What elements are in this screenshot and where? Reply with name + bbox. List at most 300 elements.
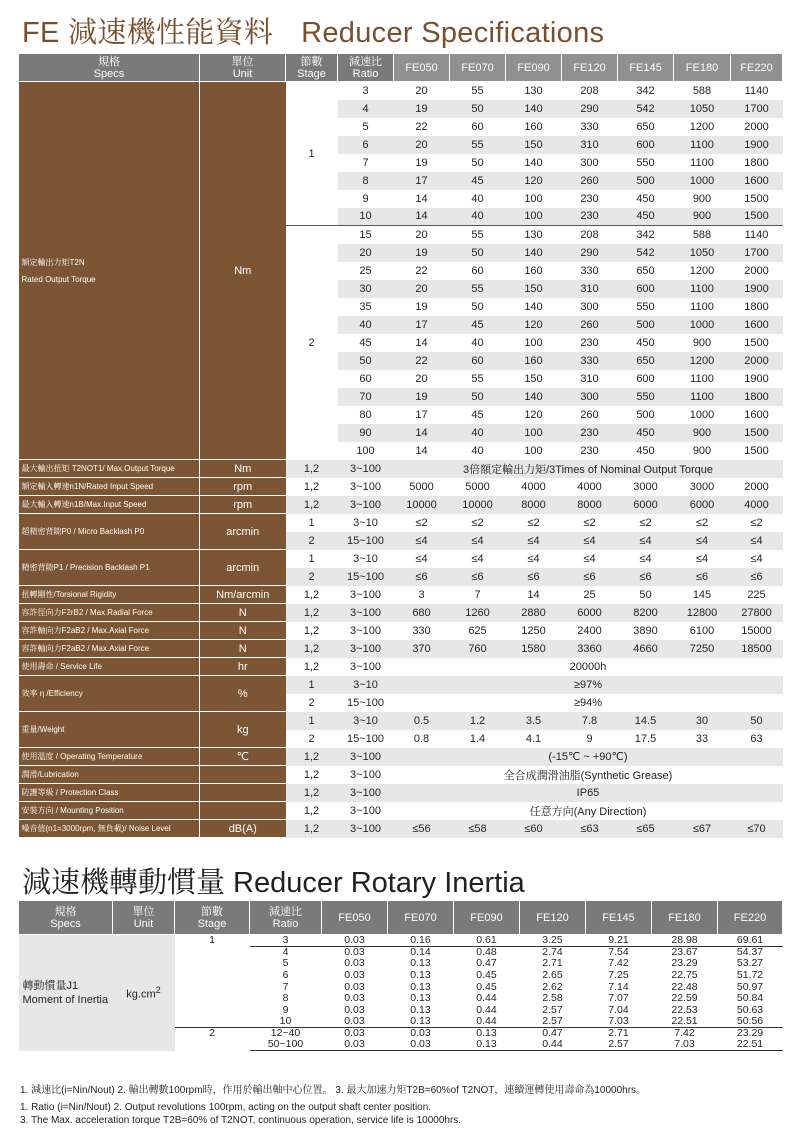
value-cell: ≤2 xyxy=(750,516,763,529)
value-cell: ≤4 xyxy=(618,532,674,550)
spec-unit xyxy=(200,802,286,820)
value-cell: 4.1 xyxy=(525,732,542,745)
value-cell: ≤6 xyxy=(506,568,562,586)
spec-label: 扭轉剛性/Torsional Rigidity xyxy=(19,586,200,604)
ratio-cell: 90 xyxy=(338,424,394,442)
spec-label: 使用溫度 / Operating Temperature xyxy=(19,748,200,766)
value-cell: 27800 xyxy=(731,604,783,622)
value-cell: 22.51 xyxy=(718,1039,783,1051)
torque-label-cn: 額定輸出力矩T2N xyxy=(21,257,85,267)
stage-cell: 2 xyxy=(308,696,315,709)
value-cell: 60 xyxy=(450,352,506,370)
value-cell: 0.03 xyxy=(388,1028,454,1040)
value-cell: 18500 xyxy=(731,640,783,658)
spec-unit: kg xyxy=(200,712,286,748)
value-cell: 542 xyxy=(618,244,674,262)
value-cell: 160 xyxy=(524,264,543,277)
table-row xyxy=(19,766,783,784)
value-cell: 1200 xyxy=(689,264,715,277)
value-cell: 7.03 xyxy=(608,1016,629,1028)
value-cell: 2.58 xyxy=(542,992,563,1005)
value-cell: 50.84 xyxy=(736,992,764,1005)
value-cell: 1500 xyxy=(744,192,769,205)
value-cell: ≤6 xyxy=(394,568,450,586)
value-cell: 100 xyxy=(506,424,562,442)
model-header: FE070 xyxy=(450,54,506,82)
value-cell: ≤4 xyxy=(562,532,618,550)
value-cell: 0.44 xyxy=(476,1016,497,1028)
ratio-cell: 6 xyxy=(338,136,394,154)
value-cell: ≤4 xyxy=(639,552,652,565)
value-cell: 14 xyxy=(415,336,428,349)
spec-label: 使用壽命 / Service Life xyxy=(19,658,200,676)
value-cell: 600 xyxy=(636,372,655,385)
stage-cell: 1 xyxy=(175,935,250,1028)
spec-unit: arcmin xyxy=(200,514,286,550)
model-header: FE220 xyxy=(718,901,783,935)
stage-cell: 1,2 xyxy=(286,604,338,622)
value-cell: 0.48 xyxy=(476,946,497,959)
span-value: 20000h xyxy=(569,660,607,673)
value-cell: 450 xyxy=(636,444,655,457)
value-cell: 23.67 xyxy=(671,946,698,959)
value-cell: 2.57 xyxy=(542,1016,563,1028)
ratio-cell: 3~100 xyxy=(338,604,394,622)
value-cell: 120 xyxy=(524,408,543,421)
value-cell: 1000 xyxy=(674,172,731,190)
value-cell: 900 xyxy=(692,192,712,205)
value-cell: ≤4 xyxy=(750,552,763,565)
value-cell: 50 xyxy=(450,100,506,118)
value-cell: 260 xyxy=(562,316,618,334)
model-header: FE180 xyxy=(652,901,718,935)
value-cell: 600 xyxy=(618,280,674,298)
value-cell: 0.03 xyxy=(322,935,388,947)
span-value: ≥97% xyxy=(394,676,783,694)
value-cell: 0.44 xyxy=(520,1039,586,1051)
value-cell: 51.72 xyxy=(736,969,764,981)
value-cell: 1800 xyxy=(744,156,769,169)
value-cell: 45 xyxy=(450,316,506,334)
value-cell: 55 xyxy=(471,372,484,385)
ratio-cell: 25 xyxy=(359,264,372,277)
table-row xyxy=(19,802,783,820)
ratio-cell: 50 xyxy=(338,352,394,370)
model-header: FE145 xyxy=(586,901,652,935)
ratio-cell: 3 xyxy=(362,84,369,97)
value-cell: 50.97 xyxy=(736,981,764,993)
value-cell: 2.62 xyxy=(542,981,563,993)
value-cell: 1600 xyxy=(731,316,783,334)
value-cell: 500 xyxy=(636,408,655,421)
value-cell: 20 xyxy=(394,280,450,298)
value-cell: 300 xyxy=(580,156,599,169)
value-cell: 140 xyxy=(506,100,562,118)
value-cell: 0.47 xyxy=(520,1028,586,1040)
ratio-cell: 8 xyxy=(338,172,394,190)
value-cell: 1900 xyxy=(731,280,783,298)
stage-cell: 1,2 xyxy=(286,748,338,766)
value-cell: 50 xyxy=(450,388,506,406)
value-cell: 14.5 xyxy=(618,712,674,730)
value-cell: 50 xyxy=(471,156,484,169)
ratio-cell: 3~100 xyxy=(338,460,394,478)
stage-cell: 1 xyxy=(286,82,338,226)
spec-unit xyxy=(200,766,286,784)
value-cell: 7250 xyxy=(674,640,731,658)
spec-unit: rpm xyxy=(200,478,286,496)
value-cell: 0.13 xyxy=(410,992,431,1005)
value-cell: 1580 xyxy=(506,640,562,658)
value-cell: 40 xyxy=(450,208,506,226)
spec-label: 效率 η /Efficiency xyxy=(19,676,200,712)
value-cell: ≤2 xyxy=(527,516,540,529)
value-cell: 0.45 xyxy=(476,969,497,981)
stage-cell: 1 xyxy=(286,676,338,694)
value-cell: 55 xyxy=(450,136,506,154)
value-cell: 1600 xyxy=(744,408,769,421)
value-cell: 650 xyxy=(636,264,655,277)
value-cell: 4660 xyxy=(618,640,674,658)
value-cell: ≤65 xyxy=(618,820,674,838)
value-cell: 0.03 xyxy=(344,1004,365,1016)
value-cell: 19 xyxy=(394,100,450,118)
value-cell: 1700 xyxy=(731,244,783,262)
value-cell: 2000 xyxy=(744,480,769,493)
value-cell: 2000 xyxy=(731,352,783,370)
value-cell: 370 xyxy=(394,640,450,658)
ratio-cell: 15~100 xyxy=(338,568,394,586)
value-cell: 0.16 xyxy=(388,935,454,947)
value-cell: 3.25 xyxy=(520,935,586,947)
value-cell: 33 xyxy=(695,732,709,745)
stage-cell: 1,2 xyxy=(303,588,320,601)
ratio-cell: 35 xyxy=(359,300,372,313)
value-cell: 290 xyxy=(562,244,618,262)
value-cell: 310 xyxy=(562,280,618,298)
value-cell: 17 xyxy=(415,408,428,421)
value-cell: 290 xyxy=(562,100,618,118)
ratio-header: 減速比 Ratio xyxy=(250,901,322,935)
value-cell: 1.2 xyxy=(450,712,506,730)
value-cell: ≤4 xyxy=(674,532,731,550)
value-cell: 1100 xyxy=(674,388,731,406)
ratio-cell: 15~100 xyxy=(346,696,384,709)
value-cell: 230 xyxy=(562,208,618,226)
spec-label: 安裝方向 / Mounting Position xyxy=(19,802,200,820)
value-cell: 50.63 xyxy=(736,1004,764,1016)
value-cell: ≤4 xyxy=(583,552,596,565)
value-cell: 225 xyxy=(747,588,766,601)
value-cell: 0.13 xyxy=(410,1004,431,1016)
value-cell: 19 xyxy=(394,244,450,262)
value-cell: 1100 xyxy=(690,300,714,313)
stage-cell: 1,2 xyxy=(286,820,338,838)
value-cell: ≤4 xyxy=(731,532,783,550)
value-cell: 19 xyxy=(415,156,428,169)
value-cell: 22.59 xyxy=(671,992,698,1005)
value-cell: 450 xyxy=(636,336,655,349)
model-header: FE220 xyxy=(731,54,783,82)
value-cell: 22.48 xyxy=(671,981,698,993)
value-cell: 0.13 xyxy=(454,1039,520,1051)
value-cell: 14 xyxy=(415,192,428,205)
stage-header: 節數 Stage xyxy=(286,54,338,82)
spec-label: 重量/Weight xyxy=(19,712,200,748)
value-cell: 1900 xyxy=(731,136,783,154)
ratio-cell: 60 xyxy=(359,372,372,385)
model-header: FE145 xyxy=(618,54,674,82)
stage-cell: 1,2 xyxy=(303,660,320,673)
value-cell: 230 xyxy=(562,424,618,442)
table-row xyxy=(19,586,783,604)
value-cell: 0.03 xyxy=(322,1028,388,1040)
inertia-label xyxy=(19,935,113,1051)
ratio-cell: 9 xyxy=(282,1004,289,1016)
value-cell: 680 xyxy=(394,604,450,622)
value-cell: 150 xyxy=(524,372,543,385)
value-cell: 6000 xyxy=(562,604,618,622)
value-cell: 100 xyxy=(506,208,562,226)
value-cell: 1500 xyxy=(744,336,769,349)
value-cell: 53.27 xyxy=(736,958,764,970)
ratio-cell: 8 xyxy=(282,992,289,1005)
value-cell: 0.13 xyxy=(410,969,431,981)
value-cell: 30 xyxy=(674,712,731,730)
value-cell: 2400 xyxy=(577,624,602,637)
value-cell: 625 xyxy=(468,624,487,637)
value-cell: 542 xyxy=(618,100,674,118)
model-header: FE090 xyxy=(454,901,520,935)
value-cell: ≤2 xyxy=(583,516,596,529)
value-cell: 2.57 xyxy=(542,1004,563,1016)
value-cell: 19 xyxy=(394,388,450,406)
value-cell: ≤2 xyxy=(415,516,428,529)
spec-label: 潤滑/Lubrication xyxy=(19,766,200,784)
value-cell: 342 xyxy=(636,84,655,97)
value-cell: 3 xyxy=(418,588,425,601)
value-cell: 40 xyxy=(471,444,484,457)
table-row xyxy=(19,820,783,838)
ratio-cell: 3~10 xyxy=(353,552,378,565)
value-cell: 150 xyxy=(506,136,562,154)
value-cell: 25 xyxy=(583,588,596,601)
value-cell: 0.13 xyxy=(410,981,431,993)
ratio-cell: 3~100 xyxy=(350,624,381,637)
value-cell: 1500 xyxy=(731,424,783,442)
stage-cell: 1,2 xyxy=(286,784,338,802)
value-cell: ≤6 xyxy=(618,568,674,586)
stage-cell: 1,2 xyxy=(303,804,320,817)
unit-header: 單位 Unit xyxy=(113,901,175,935)
span-value: 3倍額定輸出力矩/3Times of Nominal Output Torque xyxy=(394,460,783,478)
table-row xyxy=(19,514,783,532)
ratio-cell: 3~100 xyxy=(338,748,394,766)
value-cell: 0.03 xyxy=(344,958,365,970)
ratio-cell: 3 xyxy=(250,935,322,947)
value-cell: 2000 xyxy=(744,120,769,133)
model-header: FE180 xyxy=(674,54,731,82)
value-cell: 12800 xyxy=(674,604,731,622)
ratio-cell: 50~100 xyxy=(250,1039,322,1051)
span-value: 全合成潤滑油脂(Synthetic Grease) xyxy=(503,769,673,782)
spec-unit: ℃ xyxy=(200,748,286,766)
value-cell: 1000 xyxy=(674,316,731,334)
value-cell: 7 xyxy=(474,588,481,601)
spec-unit: N xyxy=(200,640,286,658)
value-cell: 22 xyxy=(415,264,428,277)
value-cell: 100 xyxy=(524,192,543,205)
model-header: FE120 xyxy=(520,901,586,935)
value-cell: 900 xyxy=(674,424,731,442)
ratio-cell: 3~100 xyxy=(338,784,394,802)
model-header: FE120 xyxy=(562,54,618,82)
value-cell: 330 xyxy=(580,264,599,277)
value-cell: 40 xyxy=(450,424,506,442)
value-cell: 1500 xyxy=(744,444,769,457)
value-cell: 15000 xyxy=(741,624,772,637)
inertia-unit-sup: 2 xyxy=(155,985,161,996)
spec-label: 精密背隙P1 / Precision Backlash P1 xyxy=(19,550,200,586)
ratio-cell: 4 xyxy=(338,100,394,118)
value-cell: 140 xyxy=(524,300,543,313)
ratio-cell: 45 xyxy=(359,336,372,349)
ratio-cell: 15~100 xyxy=(346,732,384,745)
value-cell: 0.03 xyxy=(388,1039,454,1051)
value-cell: 55 xyxy=(450,226,506,244)
value-cell: ≤4 xyxy=(527,552,540,565)
model-header: FE090 xyxy=(506,54,562,82)
span-value: (-15℃ ~ +90℃) xyxy=(394,748,783,766)
ratio-cell: 30 xyxy=(338,280,394,298)
model-header: FE070 xyxy=(388,901,454,935)
value-cell: ≤70 xyxy=(731,820,783,838)
ratio-cell: 3~100 xyxy=(350,588,381,601)
value-cell: ≤63 xyxy=(562,820,618,838)
value-cell: 140 xyxy=(506,244,562,262)
span-value: 任意方向(Any Direction) xyxy=(529,805,647,818)
value-cell: 330 xyxy=(580,120,599,133)
ratio-cell: 15 xyxy=(338,226,394,244)
value-cell: 140 xyxy=(524,156,543,169)
stage-cell: 1 xyxy=(286,712,338,730)
stage-cell: 1,2 xyxy=(303,480,320,493)
value-cell: 0.03 xyxy=(344,969,365,981)
value-cell: 50 xyxy=(471,300,484,313)
value-cell: 28.98 xyxy=(652,935,718,947)
value-cell: 7.42 xyxy=(652,1028,718,1040)
value-cell: 14 xyxy=(394,208,450,226)
stage-cell: 2 xyxy=(286,226,338,460)
value-cell: 500 xyxy=(618,172,674,190)
value-cell: 1100 xyxy=(674,136,731,154)
value-cell: 0.47 xyxy=(476,958,497,970)
value-cell: 500 xyxy=(618,316,674,334)
value-cell: ≤6 xyxy=(674,568,731,586)
stage-cell: 2 xyxy=(175,1028,250,1051)
ratio-cell: 6 xyxy=(282,969,289,981)
value-cell: 7.25 xyxy=(608,969,629,981)
value-cell: 0.14 xyxy=(410,946,431,959)
ratio-cell: 3~10 xyxy=(338,712,394,730)
table-row xyxy=(19,935,783,947)
value-cell: 55 xyxy=(450,280,506,298)
value-cell: 550 xyxy=(636,156,655,169)
value-cell: 260 xyxy=(580,408,599,421)
spec-label: 噪音值(n1=3000rpm, 無負載)/ Noise Level xyxy=(19,820,200,838)
inertia-label-cn: 轉動慣量J1 xyxy=(22,979,79,992)
value-cell: 300 xyxy=(562,388,618,406)
value-cell: 650 xyxy=(618,352,674,370)
value-cell: 588 xyxy=(692,84,712,97)
value-cell: 0.8 xyxy=(413,732,430,745)
value-cell: 7.04 xyxy=(608,1004,629,1016)
ratio-cell: 3~100 xyxy=(350,480,381,493)
inertia-unit-text: kg.cm xyxy=(126,988,156,1001)
value-cell: 1600 xyxy=(731,172,783,190)
value-cell: 0.13 xyxy=(410,958,431,970)
model-header: FE050 xyxy=(322,901,388,935)
spec-label: 最大輸出扭矩 T2NOT1/ Max.Output Torque xyxy=(19,460,200,478)
value-cell: 3000 xyxy=(633,480,658,493)
stage-cell: 1,2 xyxy=(303,768,320,781)
value-cell: 0.03 xyxy=(344,946,365,959)
notes-en-1: 1. Ratio (i=Nin/Nout) 2. Output revolutions 100rpm, acting on the output shaft center position. xyxy=(20,1102,432,1113)
value-cell: 9.21 xyxy=(586,935,652,947)
table-row xyxy=(19,460,783,478)
torque-unit: Nm xyxy=(200,82,286,460)
value-cell: 14 xyxy=(394,424,450,442)
value-cell: 550 xyxy=(636,300,655,313)
ratio-cell: 7 xyxy=(282,981,289,993)
stage-cell: 1,2 xyxy=(286,640,338,658)
notes-en-2: 3. The Max. acceleration torque T2B=60% of T2NOT, continuous operation, service life is 10000hrs. xyxy=(20,1115,462,1126)
value-cell: 2.65 xyxy=(542,969,563,981)
spec-unit: N xyxy=(200,622,286,640)
value-cell: ≤4 xyxy=(506,532,562,550)
value-cell: 230 xyxy=(580,444,599,457)
value-cell: 1050 xyxy=(674,244,731,262)
value-cell: 6000 xyxy=(674,496,731,514)
value-cell: 5000 xyxy=(465,480,490,493)
ratio-cell: 10 xyxy=(338,208,394,226)
model-header: FE050 xyxy=(394,54,450,82)
value-cell: 1500 xyxy=(731,208,783,226)
value-cell: 1200 xyxy=(689,120,715,133)
table-row xyxy=(19,496,783,514)
torque-label xyxy=(19,82,200,460)
value-cell: ≤4 xyxy=(471,552,484,565)
value-cell: 900 xyxy=(692,336,712,349)
unit-header: 單位 Unit xyxy=(200,54,286,82)
ratio-cell: 3~10 xyxy=(338,676,394,694)
value-cell: ≤2 xyxy=(471,516,484,529)
ratio-cell: 3~100 xyxy=(338,820,394,838)
value-cell: 0.45 xyxy=(476,981,497,993)
value-cell: 600 xyxy=(618,136,674,154)
stage-cell: 1,2 xyxy=(286,496,338,514)
value-cell: 20 xyxy=(415,372,428,385)
inertia-label-en: Moment of Inertia xyxy=(22,993,109,1006)
value-cell: 130 xyxy=(506,226,562,244)
ratio-cell: 15~100 xyxy=(338,532,394,550)
value-cell: ≤2 xyxy=(695,516,709,529)
value-cell: 3360 xyxy=(562,640,618,658)
value-cell: 900 xyxy=(692,444,712,457)
title-en: Reducer Specifications xyxy=(301,17,605,49)
value-cell: 900 xyxy=(674,208,731,226)
spec-unit: rpm xyxy=(200,496,286,514)
